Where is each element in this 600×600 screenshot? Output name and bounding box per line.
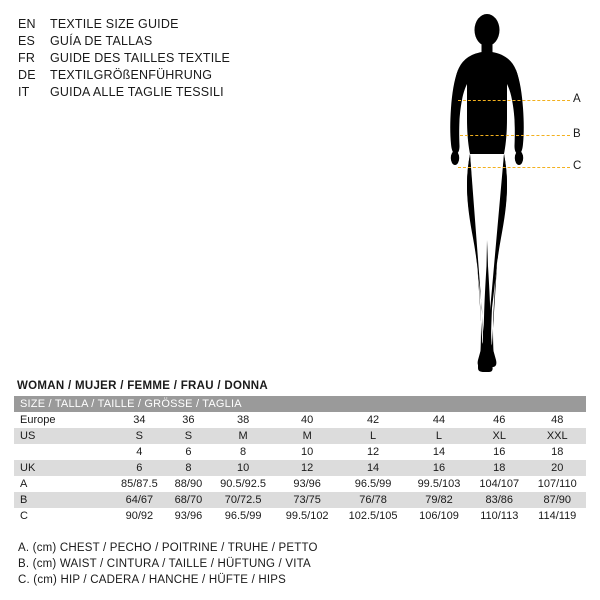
cell: 102.5/105 bbox=[348, 510, 398, 522]
table-caption: WOMAN / MUJER / FEMME / FRAU / DONNA bbox=[17, 380, 269, 392]
cell: 14 bbox=[366, 462, 380, 474]
cell: 99.5/103 bbox=[417, 478, 461, 490]
cell: 44 bbox=[432, 414, 446, 426]
cell: XXL bbox=[546, 430, 568, 442]
language-title: TEXTILGRÖßENFÜHRUNG bbox=[50, 68, 213, 82]
language-title: GUIDA ALLE TAGLIE TESSILI bbox=[50, 85, 224, 99]
cell: 88/90 bbox=[174, 478, 203, 490]
cell: XL bbox=[492, 430, 507, 442]
cell: 93/96 bbox=[174, 510, 203, 522]
cell: 34 bbox=[133, 414, 146, 426]
cell: 99.5/102 bbox=[285, 510, 329, 522]
table-row bbox=[14, 492, 586, 508]
cell: 48 bbox=[551, 414, 564, 426]
cell: 12 bbox=[301, 462, 314, 474]
language-code: EN bbox=[18, 17, 36, 31]
cell: 20 bbox=[551, 462, 564, 474]
table-row bbox=[14, 412, 586, 428]
cell: 16 bbox=[432, 462, 446, 474]
language-row-fr bbox=[18, 50, 348, 67]
measurement-legend bbox=[18, 540, 418, 588]
table-row bbox=[14, 508, 586, 524]
cell: 40 bbox=[301, 414, 314, 426]
cell: 79/82 bbox=[425, 494, 453, 506]
measure-line-c bbox=[458, 167, 570, 168]
cell: 90/92 bbox=[125, 510, 154, 522]
language-guide-list bbox=[18, 16, 348, 101]
cell: 12 bbox=[366, 446, 380, 458]
table-row bbox=[14, 460, 586, 476]
cell: 93/96 bbox=[293, 478, 321, 490]
cell: 90.5/92.5 bbox=[220, 478, 267, 490]
cell: 8 bbox=[185, 462, 192, 474]
row-label bbox=[14, 444, 112, 460]
legend-row-a: A. (cm) CHEST / PECHO / POITRINE / TRUHE / PETTO bbox=[18, 542, 318, 554]
cell: S bbox=[184, 430, 193, 442]
table-row bbox=[14, 476, 586, 492]
table-header-row bbox=[14, 396, 586, 412]
row-label: UK bbox=[20, 462, 36, 474]
cell: 10 bbox=[301, 446, 314, 458]
language-row-es bbox=[18, 33, 348, 50]
cell: M bbox=[238, 430, 248, 442]
cell: 85/87.5 bbox=[120, 478, 158, 490]
measure-line-a bbox=[458, 100, 570, 101]
cell: 96.5/99 bbox=[354, 478, 392, 490]
cell: L bbox=[435, 430, 443, 442]
cell: M bbox=[302, 430, 312, 442]
cell: 76/78 bbox=[359, 494, 387, 506]
cell: 107/110 bbox=[537, 478, 577, 490]
language-title: TEXTILE SIZE GUIDE bbox=[50, 17, 179, 31]
cell: 14 bbox=[432, 446, 446, 458]
measure-label-c: C bbox=[573, 160, 582, 172]
cell: 38 bbox=[236, 414, 250, 426]
measure-label-b: B bbox=[573, 128, 581, 140]
cell: 96.5/99 bbox=[224, 510, 262, 522]
language-title: GUÍA DE TALLAS bbox=[50, 34, 153, 48]
cell: 64/67 bbox=[125, 494, 154, 506]
cell: 42 bbox=[366, 414, 380, 426]
cell: 46 bbox=[493, 414, 506, 426]
size-table-area bbox=[14, 380, 586, 524]
female-silhouette-figure bbox=[420, 8, 595, 373]
cell: 104/107 bbox=[479, 478, 520, 490]
cell: 68/70 bbox=[174, 494, 203, 506]
legend-row-b: B. (cm) WAIST / CINTURA / TAILLE / HÜFTUNG / VITA bbox=[18, 558, 311, 570]
row-label: Europe bbox=[20, 414, 56, 426]
table-row bbox=[14, 428, 586, 444]
measure-line-b bbox=[460, 135, 570, 136]
size-table bbox=[14, 396, 586, 524]
cell: 87/90 bbox=[543, 494, 572, 506]
row-label: US bbox=[20, 430, 36, 442]
cell: 114/119 bbox=[538, 510, 577, 522]
row-label: A bbox=[20, 478, 28, 490]
cell: S bbox=[135, 430, 144, 442]
cell: 73/75 bbox=[293, 494, 321, 506]
cell: 10 bbox=[236, 462, 250, 474]
language-code: DE bbox=[18, 68, 36, 82]
cell: 18 bbox=[551, 446, 564, 458]
cell: 6 bbox=[185, 446, 192, 458]
language-code: FR bbox=[18, 51, 36, 65]
language-code: IT bbox=[18, 85, 30, 99]
cell: L bbox=[370, 430, 377, 442]
legend-row-c: C. (cm) HIP / CADERA / HANCHE / HÜFTE / HIPS bbox=[18, 574, 287, 586]
cell: 36 bbox=[182, 414, 195, 426]
cell: 8 bbox=[240, 446, 247, 458]
table-header-label: SIZE / TALLA / TAILLE / GRÖSSE / TAGLIA bbox=[20, 398, 242, 410]
language-row-de bbox=[18, 67, 348, 84]
language-row-en bbox=[18, 16, 348, 33]
language-row-it bbox=[18, 84, 348, 101]
cell: 70/72.5 bbox=[224, 494, 262, 506]
measure-label-a: A bbox=[573, 93, 581, 105]
row-label: C bbox=[20, 510, 28, 522]
cell: 4 bbox=[136, 446, 143, 458]
language-code: ES bbox=[18, 34, 36, 48]
cell: 83/86 bbox=[485, 494, 514, 506]
table-row bbox=[14, 444, 586, 460]
language-title: GUIDE DES TAILLES TEXTILE bbox=[50, 51, 231, 65]
row-label: B bbox=[20, 494, 28, 506]
cell: 106/109 bbox=[419, 510, 459, 522]
cell: 110/113 bbox=[480, 510, 519, 522]
cell: 18 bbox=[493, 462, 506, 474]
body-silhouette-icon bbox=[420, 8, 595, 373]
cell: 6 bbox=[136, 462, 143, 474]
cell: 16 bbox=[493, 446, 506, 458]
